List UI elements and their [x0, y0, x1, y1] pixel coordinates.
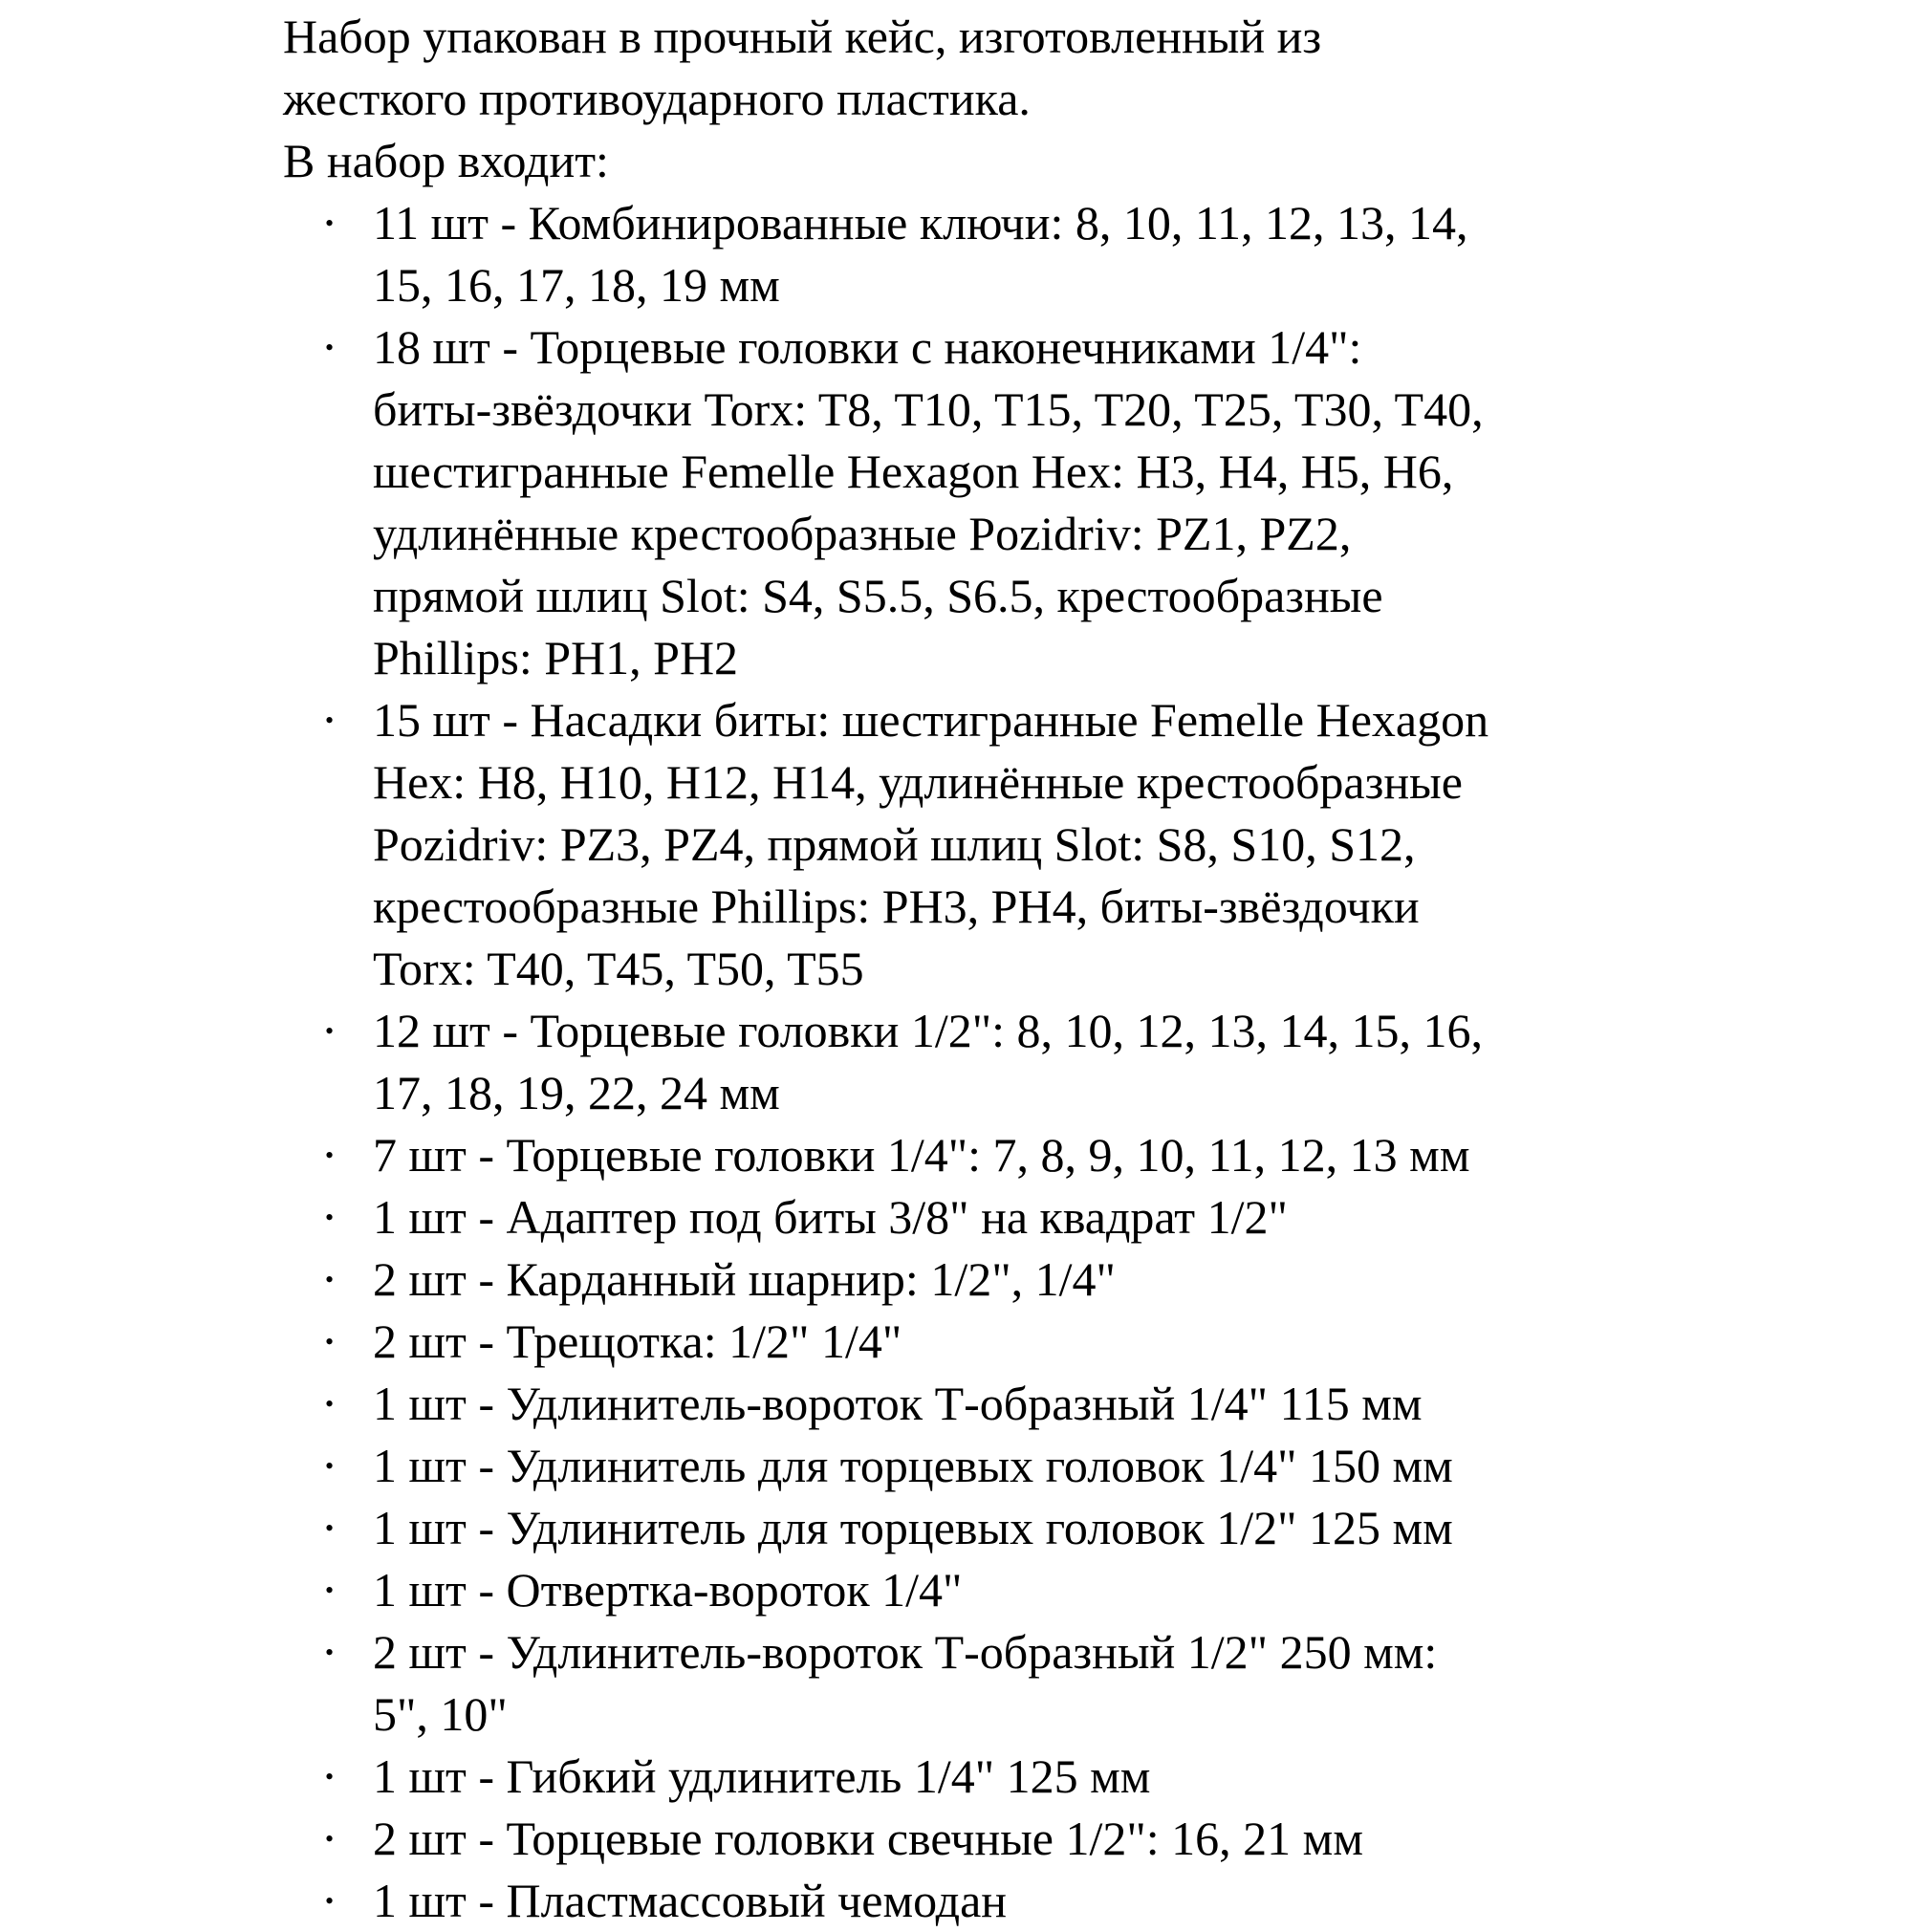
bullet-icon: • [325, 1514, 335, 1542]
list-item-text: 15 шт - Насадки биты: шестигранные Femelle Hexagon Hex: H8, H10, H12, H14, удлинённые крестообразные Pozidriv: PZ3, PZ4, прямой шлиц Slot: S8, S10, S12, крестообразные Phillips: PH3, PH4, биты-звёздочки Torx: T40, T45, T50, T55 [373, 693, 1489, 995]
bullet-icon: • [325, 1017, 335, 1045]
list-item [283, 1435, 1650, 1497]
list-item [283, 192, 1650, 316]
list-item-text: 1 шт - Пластмассовый чемодан [373, 1874, 1008, 1927]
list-item [283, 1746, 1650, 1808]
bullet-icon: • [325, 1887, 335, 1915]
list-item-text: 1 шт - Удлинитель-вороток Т-образный 1/4" 115 мм [373, 1377, 1423, 1430]
list-item [283, 1497, 1650, 1559]
bullet-icon: • [325, 1576, 335, 1604]
list-item [283, 1248, 1650, 1311]
bullet-icon: • [325, 1452, 335, 1480]
list-item-text: 11 шт - Комбинированные ключи: 8, 10, 11, 12, 13, 14, 15, 16, 17, 18, 19 мм [373, 196, 1468, 312]
document-body [283, 6, 1650, 1932]
list-item [283, 1000, 1650, 1124]
bullet-icon: • [325, 209, 335, 237]
list-item [283, 316, 1650, 689]
list-item [283, 1808, 1650, 1870]
list-item [283, 689, 1650, 1000]
list-item-text: 12 шт - Торцевые головки 1/2": 8, 10, 12, 13, 14, 15, 16, 17, 18, 19, 22, 24 мм [373, 1004, 1484, 1119]
bullet-icon: • [325, 334, 335, 361]
list-item [283, 1559, 1650, 1621]
bullet-icon: • [325, 1328, 335, 1356]
list-item-text: 2 шт - Карданный шарнир: 1/2", 1/4" [373, 1252, 1116, 1306]
bullet-icon: • [325, 1141, 335, 1169]
bullet-icon: • [325, 1390, 335, 1418]
list-item [283, 1621, 1650, 1746]
list-item-text: 2 шт - Трещотка: 1/2" 1/4" [373, 1314, 902, 1368]
list-item-text: 2 шт - Торцевые головки свечные 1/2": 16, 21 мм [373, 1812, 1363, 1865]
list-item [283, 1373, 1650, 1435]
list-item [283, 1870, 1650, 1932]
contents-list [283, 192, 1650, 1932]
list-item-text: 1 шт - Удлинитель для торцевых головок 1/4" 150 мм [373, 1439, 1453, 1492]
list-item [283, 1311, 1650, 1373]
bullet-icon: • [325, 1639, 335, 1666]
intro-line-1: Набор упакован в прочный кейс, изготовленный из [283, 10, 1322, 63]
intro-paragraph [283, 6, 1650, 192]
list-item-text: 1 шт - Адаптер под биты 3/8" на квадрат 1/2" [373, 1190, 1288, 1244]
list-item-text: 1 шт - Гибкий удлинитель 1/4" 125 мм [373, 1749, 1151, 1803]
bullet-icon: • [325, 1825, 335, 1853]
list-item-text: 1 шт - Удлинитель для торцевых головок 1/2" 125 мм [373, 1501, 1453, 1554]
list-item [283, 1124, 1650, 1186]
intro-line-3: В набор входит: [283, 134, 609, 187]
list-item-text: 1 шт - Отвертка-вороток 1/4" [373, 1563, 963, 1617]
list-item-text: 2 шт - Удлинитель-вороток Т-образный 1/2" 250 мм: 5", 10" [373, 1625, 1438, 1741]
bullet-icon: • [325, 1266, 335, 1293]
list-item-text: 18 шт - Торцевые головки с наконечниками 1/4": биты-звёздочки Torx: T8, T10, T15, T20, T25, T30, T40, шестигранные Femelle Hexagon Hex: H3, H4, H5, H6, удлинённые крестообразные Pozidriv: PZ1, PZ2, прямой шлиц Slot: S4, S5.5, S6.5, крестообразные Phillips: PH1, PH2 [373, 320, 1484, 684]
intro-line-2: жесткого противоударного пластика. [283, 72, 1031, 125]
bullet-icon: • [325, 1763, 335, 1791]
list-item-text: 7 шт - Торцевые головки 1/4": 7, 8, 9, 10, 11, 12, 13 мм [373, 1128, 1470, 1182]
bullet-icon: • [325, 706, 335, 734]
bullet-icon: • [325, 1204, 335, 1231]
list-item [283, 1186, 1650, 1248]
